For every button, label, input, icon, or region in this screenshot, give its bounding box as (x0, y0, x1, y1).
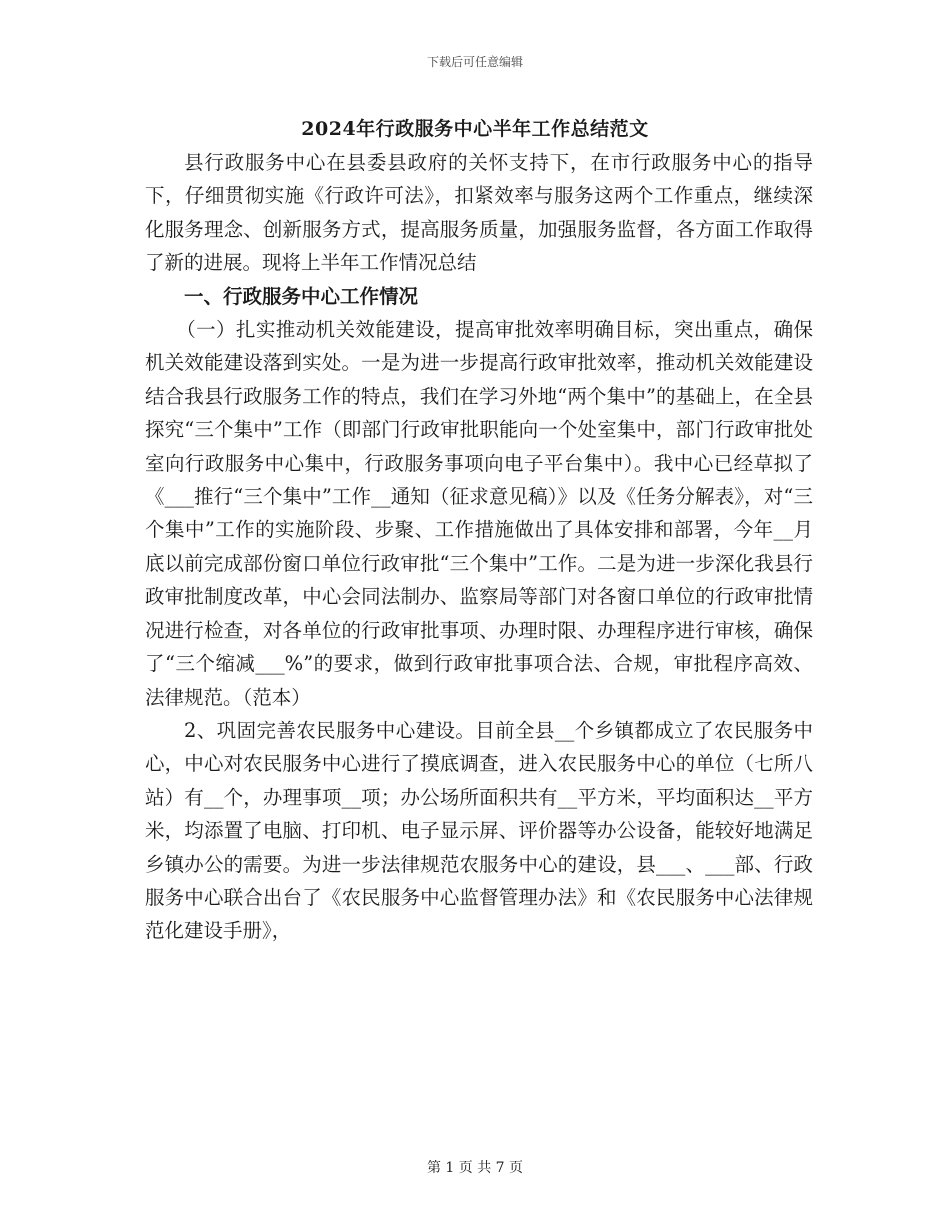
page-footer: 第 1 页 共 7 页 (426, 1160, 524, 1176)
header-note: 下载后可任意编辑 (426, 55, 523, 69)
section-heading: 一、行政服务中心工作情况 (184, 284, 419, 308)
intro-paragraph: 县行政服务中心在县委县政府的关怀支持下，在市行政服务中心的指导下，仔细贯彻实施《行政许可法》，扣紧效率与服务这两个工作重点，继续深化服务理念、创新服务方式，提高服务质量，加强服务监督，各方面工作取得了新的进展。现将上半年工作情况总结 (145, 151, 813, 275)
document-title: 2024年行政服务中心半年工作总结范文 (301, 118, 649, 140)
document-body (145, 146, 813, 948)
paragraph-2: 2、巩固完善农民服务中心建设。目前全县__个乡镇都成立了农民服务中心，中心对农民服务中心进行了摸底调查，进入农民服务中心的单位（七所八站）有__个，办理事项__项；办公场所面积共有__平方米，平均面积达__平方米，均添置了电脑、打印机、电子显示屏、评价器等办公设备，能较好地满足乡镇办公的需要。为进一步法律规范农服务中心的建设，县___、___部、行政服务中心联合出台了《农民服务中心监督管理办法》和《农民服务中心法律规范化建设手册》， (145, 718, 813, 943)
paragraph-1: （一）扎实推动机关效能建设，提高审批效率明确目标，突出重点，确保机关效能建设落到实处。一是为进一步提高行政审批效率，推动机关效能建设结合我县行政服务工作的特点，我们在学习外地“两个集中”的基础上，在全县探究“三个集中”工作（即部门行政审批职能向一个处室集中，部门行政审批处室向行政服务中心集中，行政服务事项向电子平台集中）。我中心已经草拟了《___推行“三个集中”工作__通知（征求意见稿）》以及《任务分解表》，对“三个集中”工作的实施阶段、步聚、工作措施做出了具体安排和部署，今年__月底以前完成部份窗口单位行政审批“三个集中”工作。二是为进一步深化我县行政审批制度改革，中心会同法制办、监察局等部门对各窗口单位的行政审批情况进行检查，对各单位的行政审批事项、办理时限、办理程序进行审核，确保了“三个缩减___%”的要求，做到行政审批事项合法、合规，审批程序高效、法律规范。（范本） (145, 318, 813, 709)
